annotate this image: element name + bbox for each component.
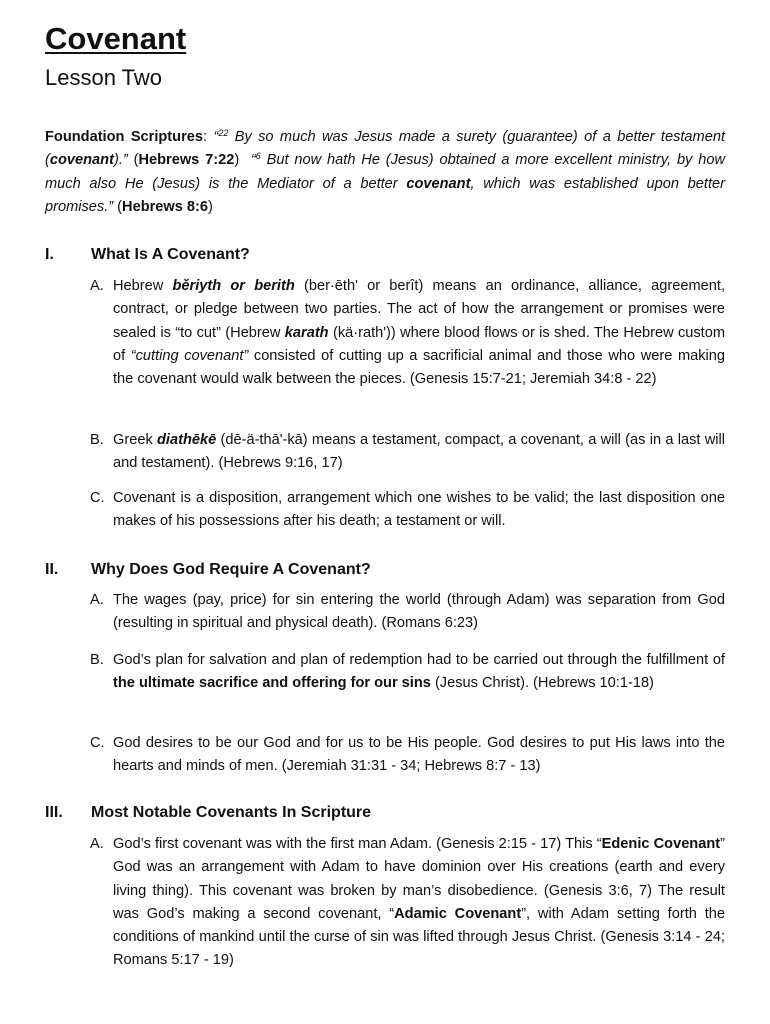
section-heading bbox=[45, 801, 725, 825]
item-text-run: Hebrew bbox=[113, 278, 173, 294]
item-letter: C. bbox=[90, 735, 105, 751]
bold-phrase: the ultimate sacrifice and offering for our sins bbox=[113, 675, 431, 692]
item-text-run: consisted of cutting up a sacrificial animal and those who were making the covenant would walk between the pieces. (Genesis 15:7-21; Jeremiah 34:8 - 22) bbox=[113, 347, 725, 388]
covenant-name: Adamic Covenant bbox=[394, 905, 522, 922]
quote-text: , which was established upon better promises.” bbox=[45, 175, 725, 215]
list-item bbox=[90, 589, 725, 636]
italic-phrase: “cutting covenant” bbox=[130, 347, 249, 364]
item-text-run: Greek bbox=[113, 432, 158, 448]
reference-paren: ( bbox=[113, 198, 123, 215]
item-text-run: God’s plan for salvation and plan of redemption had to be carried out through the fulfillment of bbox=[113, 652, 725, 668]
item-text-run: (dē-ä-thā'-kā) means a testament, compact, a covenant, a will (as in a last will and testament). (Hebrews 9:16, 17) bbox=[113, 432, 725, 472]
section-number: II. bbox=[45, 561, 59, 578]
document-title: Covenant bbox=[45, 21, 187, 56]
verse-number: 22 bbox=[218, 128, 229, 138]
item-text-run: God’s first covenant was with the first man Adam. (Genesis 2:15 - 17) This “ bbox=[113, 836, 602, 852]
item-letter: B. bbox=[90, 432, 104, 448]
scripture-reference: Hebrews 8:6 bbox=[122, 198, 209, 215]
greek-term: diathēkē bbox=[157, 432, 217, 448]
item-letter: A. bbox=[90, 836, 104, 852]
section-title: What Is A Covenant? bbox=[91, 246, 250, 263]
item-text bbox=[113, 732, 725, 779]
quote-text: But now hath He (Jesus) obtained a more excellent ministry, by how much also He (Jesus) is the Mediator of a better bbox=[45, 152, 725, 192]
foundation-colon: : bbox=[203, 129, 214, 145]
hebrew-term: karath bbox=[284, 324, 329, 341]
verse-number: 6 bbox=[255, 151, 261, 162]
list-item bbox=[90, 732, 725, 779]
item-text bbox=[113, 275, 725, 391]
item-text-run: Covenant is a disposition, arrangement which one wishes to be valid; the last disposition one makes of his possessions after his death; a testament or will. bbox=[113, 490, 725, 530]
quote-emphasis: covenant bbox=[49, 152, 114, 169]
reference-paren: ) bbox=[234, 152, 251, 169]
quote-text: ).” bbox=[113, 152, 128, 169]
item-text bbox=[113, 429, 725, 476]
section-title: Most Notable Covenants In Scripture bbox=[91, 804, 372, 821]
section-number: III. bbox=[45, 804, 63, 821]
item-letter: A. bbox=[90, 592, 104, 608]
list-item bbox=[90, 487, 725, 534]
foundation-scriptures-paragraph bbox=[45, 126, 725, 219]
list-item bbox=[90, 833, 725, 973]
section-heading bbox=[45, 558, 725, 582]
quote-open-mark: “ bbox=[213, 129, 219, 145]
covenant-name: Edenic Covenant bbox=[601, 836, 721, 852]
item-text-run: The wages (pay, price) for sin entering the world (through Adam) was separation from God (resulting in spiritual and physical death). (Romans 6:23) bbox=[113, 592, 725, 632]
section-title: Why Does God Require A Covenant? bbox=[91, 561, 371, 578]
item-text bbox=[113, 833, 725, 973]
list-item bbox=[90, 429, 725, 476]
list-item bbox=[90, 649, 725, 696]
reference-paren: ) bbox=[208, 198, 213, 215]
quote-text: By so much was Jesus made a surety (guarantee) of a better testament ( bbox=[45, 129, 725, 169]
section-number: I. bbox=[45, 246, 54, 263]
hebrew-term: běriyth or berith bbox=[172, 278, 295, 294]
scripture-reference: Hebrews 7:22 bbox=[138, 152, 235, 169]
quote-open-mark: “ bbox=[250, 152, 256, 169]
item-letter: B. bbox=[90, 652, 104, 668]
item-text-run: (ber·ēth' or berît) means an ordinance, alliance, agreement, contract, or pledge between two parties. The act of how the arrangement or promises were sealed is “to cut” (Hebrew bbox=[113, 278, 725, 341]
list-item bbox=[90, 275, 725, 391]
section-heading bbox=[45, 243, 725, 267]
item-text-run: ”, with Adam setting forth the conditions of mankind until the curse of sin was lifted through Jesus Christ. (Genesis 3:14 - 24; Romans 5:17 - 19) bbox=[113, 905, 725, 969]
item-letter: A. bbox=[90, 278, 104, 294]
item-text bbox=[113, 487, 725, 534]
item-text-run: (kä·rath')) where blood flows or is shed. The Hebrew custom of bbox=[113, 324, 725, 364]
reference-paren: ( bbox=[127, 152, 139, 169]
item-letter: C. bbox=[90, 490, 105, 506]
item-text-run: ” God was an arrangement with Adam to have dominion over His creations (earth and every living thing). This covenant was broken by man’s disobedience. (Genesis 3:6, 7) The result was God’s making a second covenant, “ bbox=[113, 836, 725, 922]
item-text-run: God desires to be our God and for us to be His people. God desires to put His laws into the hearts and minds of men. (Jeremiah 31:31 - 34; Hebrews 8:7 - 13) bbox=[113, 735, 725, 775]
item-text-run: (Jesus Christ). (Hebrews 10:1-18) bbox=[430, 675, 654, 692]
item-text bbox=[113, 649, 725, 696]
document-subtitle: Lesson Two bbox=[45, 65, 163, 90]
item-text bbox=[113, 589, 725, 636]
foundation-label: Foundation Scriptures bbox=[45, 129, 203, 145]
quote-emphasis: covenant bbox=[406, 175, 471, 192]
